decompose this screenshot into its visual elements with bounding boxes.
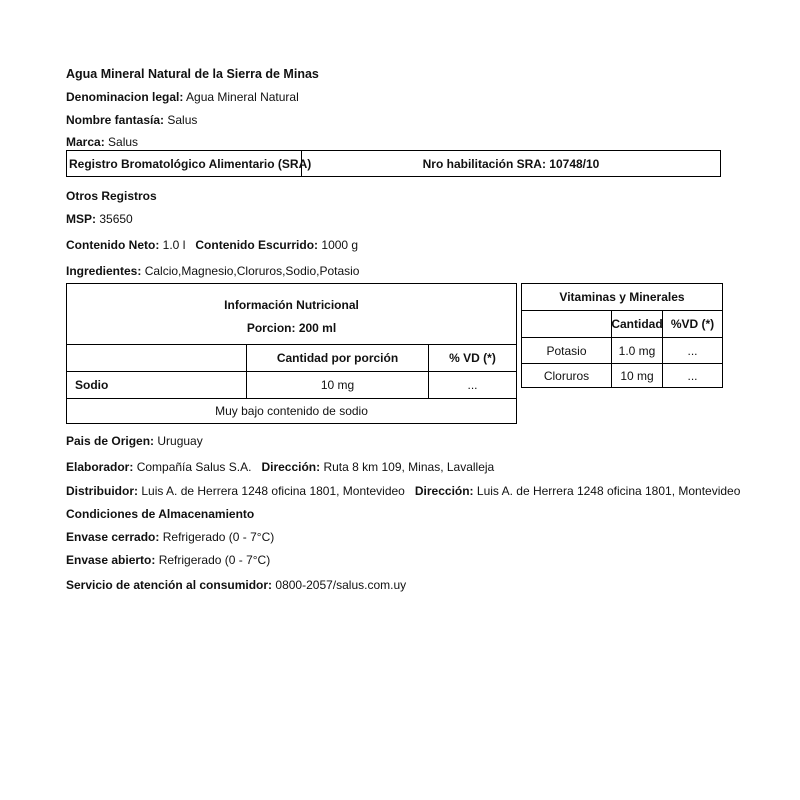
fantasia-label: Nombre fantasía: (66, 113, 165, 127)
nutrition-portion: Porcion: 200 ml (246, 321, 337, 335)
almacenamiento-heading: Condiciones de Almacenamiento (66, 507, 255, 521)
vitamins-table (521, 283, 723, 388)
nutrient-name: Sodio (67, 372, 247, 398)
origen-label: Pais de Origen: (66, 434, 155, 448)
vitamins-col-vd: %VD (*) (670, 317, 715, 331)
contenido-neto-label: Contenido Neto: (66, 238, 160, 252)
table-row (522, 338, 722, 364)
msp-label: MSP: (66, 212, 96, 226)
contenido-escurrido-label: Contenido Escurrido: (195, 238, 319, 252)
distribuidor-value: Luis A. de Herrera 1248 oficina 1801, Montevideo (141, 484, 405, 498)
elaborador-dir-value: Ruta 8 km 109, Minas, Lavalleja (323, 460, 495, 474)
table-row (67, 372, 516, 399)
mineral-name: Cloruros (522, 364, 612, 387)
fantasia-line (66, 113, 197, 127)
registro-label: Registro Bromatológico Alimentario (SRA) (67, 151, 302, 176)
denominacion-value: Agua Mineral Natural (186, 90, 299, 104)
msp-value: 35650 (99, 212, 133, 226)
marca-line (66, 135, 138, 149)
table-row (522, 364, 722, 387)
vitamins-col-name (522, 311, 612, 337)
product-title: Agua Mineral Natural de la Sierra de Minas (66, 67, 319, 81)
servicio-label: Servicio de atención al consumidor: (66, 578, 273, 592)
contenido-neto-value: 1.0 l (162, 238, 186, 252)
otros-registros-heading: Otros Registros (66, 189, 157, 203)
marca-label: Marca: (66, 135, 105, 149)
nutrient-vd: ... (467, 378, 478, 392)
distribuidor-dir-value: Luis A. de Herrera 1248 oficina 1801, Montevideo (476, 484, 741, 498)
nutrition-column-header (67, 345, 516, 372)
servicio-line (66, 578, 406, 592)
denominacion-label: Denominacion legal: (66, 90, 184, 104)
envase-abierto-value: Refrigerado (0 - 7°C) (158, 553, 271, 567)
nutrition-footer: Muy bajo contenido de sodio (215, 404, 368, 418)
elaborador-value: Compañía Salus S.A. (136, 460, 252, 474)
nutrition-title: Información Nutricional (224, 298, 359, 312)
nutrition-header (67, 284, 516, 345)
distribuidor-label: Distribuidor: (66, 484, 138, 498)
elaborador-line (66, 460, 494, 474)
registro-number: Nro habilitación SRA: 10748/10 (422, 156, 600, 171)
mineral-cantidad: 1.0 mg (612, 338, 663, 363)
marca-value: Salus (108, 135, 139, 149)
ingredientes-value: Calcio,Magnesio,Cloruros,Sodio,Potasio (144, 264, 360, 278)
vitamins-title: Vitaminas y Minerales (522, 284, 722, 311)
distribuidor-line (66, 484, 740, 498)
envase-cerrado-value: Refrigerado (0 - 7°C) (162, 530, 275, 544)
registro-box (66, 150, 721, 177)
nutrition-col-cantidad: Cantidad por porción (247, 345, 429, 371)
nutrition-col-name (67, 345, 247, 371)
mineral-name: Potasio (522, 338, 612, 363)
elaborador-dir-label: Dirección: (261, 460, 321, 474)
contenido-escurrido-value: 1000 g (321, 238, 359, 252)
envase-cerrado-label: Envase cerrado: (66, 530, 160, 544)
origen-line (66, 434, 203, 448)
servicio-value: 0800-2057/salus.com.uy (275, 578, 407, 592)
elaborador-label: Elaborador: (66, 460, 134, 474)
ingredientes-line (66, 264, 359, 278)
mineral-cantidad: 10 mg (612, 364, 663, 387)
envase-abierto-line (66, 553, 270, 567)
mineral-vd: ... (687, 368, 698, 383)
nutrition-table (66, 283, 517, 424)
ingredientes-label: Ingredientes: (66, 264, 142, 278)
envase-abierto-label: Envase abierto: (66, 553, 156, 567)
distribuidor-dir-label: Dirección: (414, 484, 474, 498)
denominacion-line (66, 90, 299, 104)
fantasia-value: Salus (167, 113, 198, 127)
msp-line (66, 212, 133, 226)
nutrition-col-vd: % VD (*) (449, 351, 496, 365)
origen-value: Uruguay (157, 434, 203, 448)
envase-cerrado-line (66, 530, 274, 544)
mineral-vd: ... (687, 343, 698, 358)
vitamins-col-cantidad: Cantidad (612, 311, 663, 337)
contenido-line (66, 238, 358, 252)
vitamins-column-header (522, 311, 722, 338)
nutrient-cantidad: 10 mg (247, 372, 429, 398)
